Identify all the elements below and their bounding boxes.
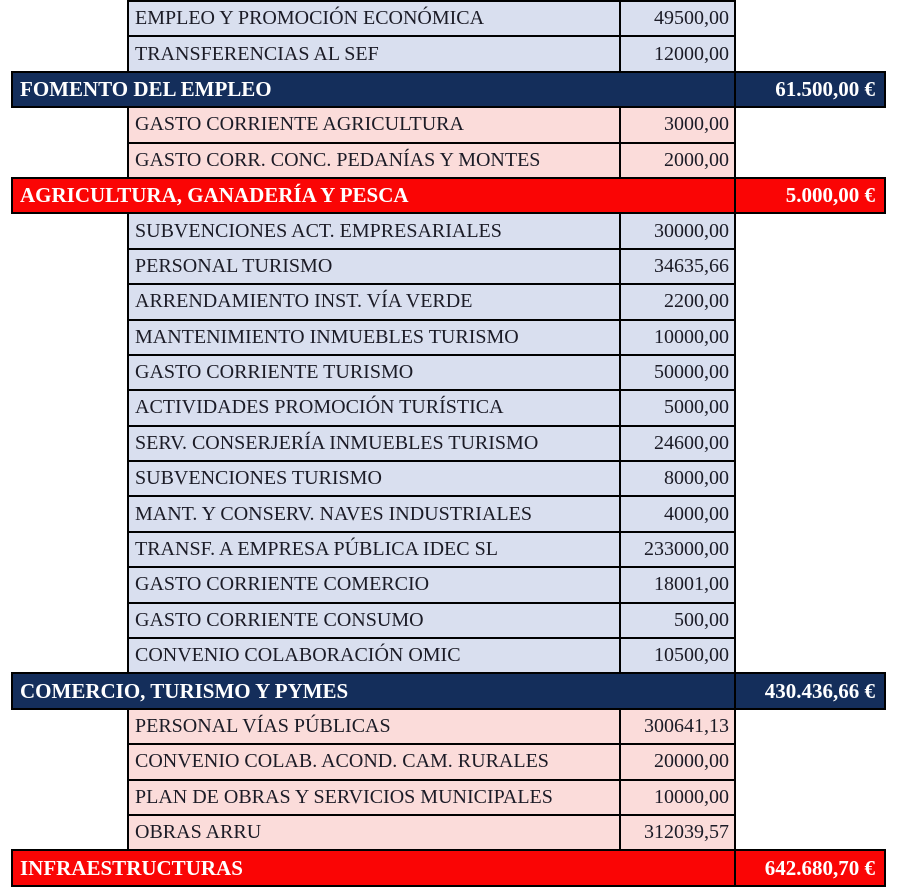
spacer-cell [735, 355, 885, 390]
spacer-cell [0, 780, 12, 815]
spacer-cell [735, 780, 885, 815]
spacer-cell [12, 284, 128, 319]
spacer-cell [12, 461, 128, 496]
spacer-cell [735, 638, 885, 673]
spacer-cell [735, 107, 885, 142]
spacer-cell [885, 780, 897, 815]
section-row [0, 178, 897, 213]
spacer-cell [12, 638, 128, 673]
spacer-cell [0, 1, 12, 36]
spacer-cell [0, 603, 12, 638]
spacer-cell [0, 178, 12, 213]
spacer-cell [735, 320, 885, 355]
table-row [0, 1, 897, 36]
item-amount-cell[interactable]: 24600,00 [620, 426, 735, 461]
item-name-cell[interactable]: SUBVENCIONES TURISMO [128, 461, 620, 496]
item-name-cell[interactable]: CONVENIO COLAB. ACOND. CAM. RURALES [128, 744, 620, 779]
spacer-cell [0, 320, 12, 355]
spacer-cell [885, 143, 897, 178]
item-amount-cell[interactable]: 5000,00 [620, 390, 735, 425]
spacer-cell [885, 461, 897, 496]
spacer-cell [0, 496, 12, 531]
section-header-cell[interactable]: COMERCIO, TURISMO Y PYMES [12, 673, 735, 708]
spacer-cell [885, 390, 897, 425]
item-name-cell[interactable]: GASTO CORR. CONC. PEDANÍAS Y MONTES [128, 143, 620, 178]
spacer-cell [0, 107, 12, 142]
spacer-cell [0, 213, 12, 248]
item-amount-cell[interactable]: 312039,57 [620, 815, 735, 850]
spacer-cell [0, 815, 12, 850]
spacer-cell [735, 143, 885, 178]
spacer-cell [885, 638, 897, 673]
item-name-cell[interactable]: SERV. CONSERJERÍA INMUEBLES TURISMO [128, 426, 620, 461]
table-row [0, 603, 897, 638]
item-amount-cell[interactable]: 10000,00 [620, 780, 735, 815]
item-name-cell[interactable]: CONVENIO COLABORACIÓN OMIC [128, 638, 620, 673]
table-row [0, 36, 897, 71]
spacer-cell [12, 320, 128, 355]
spacer-cell [885, 709, 897, 744]
item-name-cell[interactable]: OBRAS ARRU [128, 815, 620, 850]
section-row [0, 850, 897, 885]
spacer-cell [885, 815, 897, 850]
spacer-cell [12, 532, 128, 567]
spacer-cell [12, 355, 128, 390]
spacer-cell [735, 709, 885, 744]
spacer-cell [735, 390, 885, 425]
table-row [0, 638, 897, 673]
spacer-cell [12, 496, 128, 531]
spacer-cell [12, 780, 128, 815]
item-name-cell[interactable]: ACTIVIDADES PROMOCIÓN TURÍSTICA [128, 390, 620, 425]
item-amount-cell[interactable]: 3000,00 [620, 107, 735, 142]
item-amount-cell[interactable]: 20000,00 [620, 744, 735, 779]
spacer-cell [12, 1, 128, 36]
item-name-cell[interactable]: PERSONAL TURISMO [128, 249, 620, 284]
section-header-cell[interactable]: FOMENTO DEL EMPLEO [12, 72, 735, 107]
table-row [0, 744, 897, 779]
item-amount-cell[interactable]: 10000,00 [620, 320, 735, 355]
item-amount-cell[interactable]: 500,00 [620, 603, 735, 638]
table-row [0, 496, 897, 531]
spacer-cell [735, 496, 885, 531]
spacer-cell [885, 213, 897, 248]
spacer-cell [735, 213, 885, 248]
spacer-cell [885, 355, 897, 390]
table-row [0, 320, 897, 355]
spacer-cell [0, 355, 12, 390]
item-amount-cell[interactable]: 10500,00 [620, 638, 735, 673]
spacer-cell [12, 426, 128, 461]
table-row [0, 426, 897, 461]
section-header-cell[interactable]: AGRICULTURA, GANADERÍA Y PESCA [12, 178, 735, 213]
spacer-cell [885, 532, 897, 567]
spacer-cell [735, 249, 885, 284]
spacer-cell [12, 107, 128, 142]
spacer-cell [885, 107, 897, 142]
spacer-cell [885, 36, 897, 71]
table-row [0, 249, 897, 284]
spacer-cell [735, 1, 885, 36]
table-row [0, 532, 897, 567]
spacer-cell [885, 744, 897, 779]
item-amount-cell[interactable]: 300641,13 [620, 709, 735, 744]
spacer-cell [0, 532, 12, 567]
spacer-cell [0, 72, 12, 107]
item-name-cell[interactable]: GASTO CORRIENTE AGRICULTURA [128, 107, 620, 142]
spacer-cell [0, 638, 12, 673]
spacer-cell [735, 36, 885, 71]
item-amount-cell[interactable]: 34635,66 [620, 249, 735, 284]
section-total-cell[interactable]: 61.500,00 € [735, 72, 885, 107]
table-row [0, 213, 897, 248]
table-row [0, 284, 897, 319]
spacer-cell [0, 461, 12, 496]
section-total-cell[interactable]: 642.680,70 € [735, 850, 885, 885]
item-amount-cell[interactable]: 2000,00 [620, 143, 735, 178]
spacer-cell [735, 567, 885, 602]
section-row [0, 673, 897, 708]
spacer-cell [735, 461, 885, 496]
table-row [0, 461, 897, 496]
spacer-cell [0, 426, 12, 461]
spacer-cell [885, 320, 897, 355]
table-row [0, 567, 897, 602]
item-amount-cell[interactable]: 49500,00 [620, 1, 735, 36]
table-row [0, 143, 897, 178]
item-amount-cell[interactable]: 8000,00 [620, 461, 735, 496]
item-name-cell[interactable]: MANT. Y CONSERV. NAVES INDUSTRIALES [128, 496, 620, 531]
item-name-cell[interactable]: TRANSF. A EMPRESA PÚBLICA IDEC SL [128, 532, 620, 567]
spacer-cell [0, 284, 12, 319]
item-name-cell[interactable]: PLAN DE OBRAS Y SERVICIOS MUNICIPALES [128, 780, 620, 815]
spacer-cell [885, 850, 897, 885]
spacer-cell [12, 744, 128, 779]
spacer-cell [0, 567, 12, 602]
item-amount-cell[interactable]: 18001,00 [620, 567, 735, 602]
spacer-cell [885, 284, 897, 319]
spacer-cell [885, 603, 897, 638]
item-amount-cell[interactable]: 30000,00 [620, 213, 735, 248]
spacer-cell [885, 72, 897, 107]
spacer-cell [0, 249, 12, 284]
item-amount-cell[interactable]: 4000,00 [620, 496, 735, 531]
spacer-cell [0, 744, 12, 779]
spacer-cell [885, 496, 897, 531]
spacer-cell [735, 815, 885, 850]
spacer-cell [12, 567, 128, 602]
spacer-cell [885, 567, 897, 602]
item-amount-cell[interactable]: 50000,00 [620, 355, 735, 390]
spacer-cell [885, 249, 897, 284]
spacer-cell [12, 213, 128, 248]
spacer-cell [12, 390, 128, 425]
item-name-cell[interactable]: GASTO CORRIENTE COMERCIO [128, 567, 620, 602]
item-name-cell[interactable]: TRANSFERENCIAS AL SEF [128, 36, 620, 71]
spacer-cell [885, 426, 897, 461]
spacer-cell [0, 36, 12, 71]
section-total-cell[interactable]: 430.436,66 € [735, 673, 885, 708]
spacer-cell [0, 709, 12, 744]
spacer-cell [12, 143, 128, 178]
table-row [0, 709, 897, 744]
spacer-cell [885, 673, 897, 708]
item-name-cell[interactable]: MANTENIMIENTO INMUEBLES TURISMO [128, 320, 620, 355]
table-row [0, 780, 897, 815]
item-name-cell[interactable]: GASTO CORRIENTE CONSUMO [128, 603, 620, 638]
item-amount-cell[interactable]: 2200,00 [620, 284, 735, 319]
spacer-cell [12, 709, 128, 744]
item-amount-cell[interactable]: 12000,00 [620, 36, 735, 71]
section-total-cell[interactable]: 5.000,00 € [735, 178, 885, 213]
spacer-cell [12, 603, 128, 638]
table-row [0, 107, 897, 142]
item-name-cell[interactable]: ARRENDAMIENTO INST. VÍA VERDE [128, 284, 620, 319]
item-name-cell[interactable]: SUBVENCIONES ACT. EMPRESARIALES [128, 213, 620, 248]
spacer-cell [0, 143, 12, 178]
table-row [0, 390, 897, 425]
spacer-cell [0, 390, 12, 425]
section-header-cell[interactable]: INFRAESTRUCTURAS [12, 850, 735, 885]
spacer-cell [885, 1, 897, 36]
spacer-cell [12, 815, 128, 850]
spacer-cell [735, 284, 885, 319]
item-name-cell[interactable]: PERSONAL VÍAS PÚBLICAS [128, 709, 620, 744]
item-name-cell[interactable]: EMPLEO Y PROMOCIÓN ECONÓMICA [128, 1, 620, 36]
spacer-cell [735, 426, 885, 461]
spacer-cell [735, 603, 885, 638]
item-amount-cell[interactable]: 233000,00 [620, 532, 735, 567]
table-row [0, 355, 897, 390]
spacer-cell [12, 249, 128, 284]
section-row [0, 72, 897, 107]
item-name-cell[interactable]: GASTO CORRIENTE TURISMO [128, 355, 620, 390]
table-row [0, 815, 897, 850]
spacer-cell [885, 178, 897, 213]
spacer-cell [0, 673, 12, 708]
spacer-cell [12, 36, 128, 71]
spacer-cell [735, 532, 885, 567]
spacer-cell [0, 850, 12, 885]
spacer-cell [735, 744, 885, 779]
